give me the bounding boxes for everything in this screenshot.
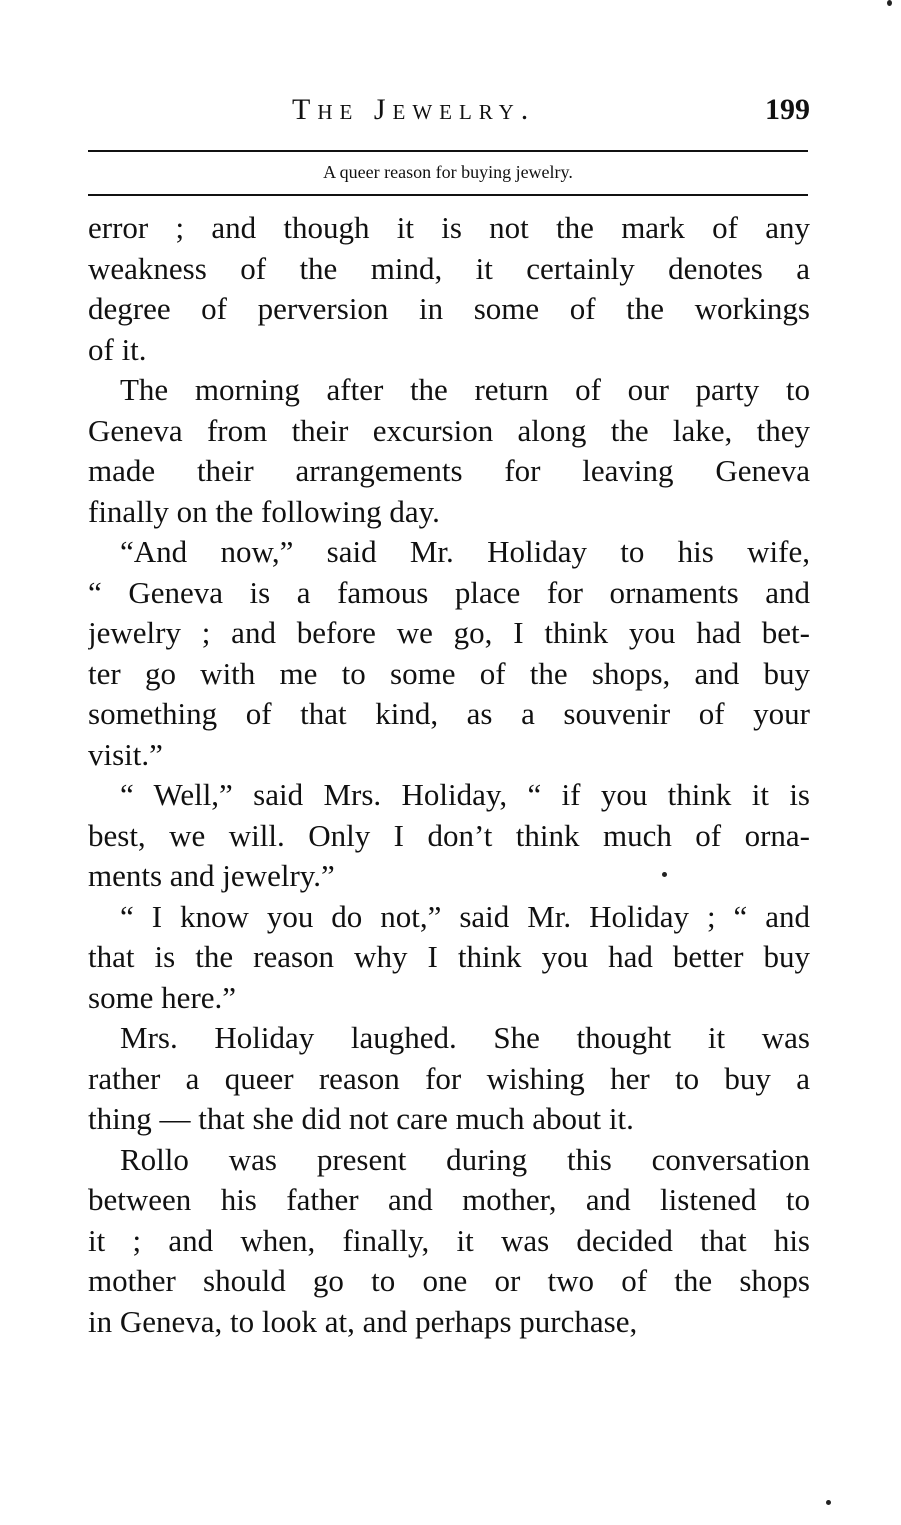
body-text — [88, 208, 810, 1342]
running-head — [88, 92, 810, 136]
paragraph — [88, 370, 810, 532]
print-speck — [887, 0, 892, 6]
text-line: degree of perversion in some of the workings — [88, 291, 810, 326]
header-rule-top — [88, 150, 808, 152]
chapter-subheading: A queer reason for buying jewelry. — [323, 162, 573, 182]
paragraph — [88, 1140, 810, 1343]
text-line: visit.” — [88, 736, 163, 772]
text-line: Rollo was present during this conversation — [120, 1141, 810, 1177]
text-line: The morning after the return of our party to — [120, 372, 810, 407]
text-line: best, we will. Only I don’t think much of orna- — [88, 817, 810, 853]
paragraph — [88, 897, 810, 1019]
text-line: Geneva from their excursion along the lake, they — [88, 412, 810, 448]
text-line: some here.” — [88, 979, 237, 1015]
paragraph — [88, 775, 810, 897]
text-line: rather a queer reason for wishing her to buy a — [88, 1060, 810, 1096]
text-line: thing — that she did not care much about it. — [88, 1101, 634, 1136]
text-line: between his father and mother, and listened to — [88, 1182, 810, 1217]
text-line: made their arrangements for leaving Geneva — [88, 453, 810, 488]
paragraph — [88, 1018, 810, 1140]
text-line: that is the reason why I think you had better buy — [88, 939, 810, 974]
text-line: weakness of the mind, it certainly denotes a — [88, 250, 810, 286]
paragraph — [88, 208, 810, 370]
text-line: ter go with me to some of the shops, and buy — [88, 655, 810, 691]
print-speck — [662, 872, 667, 877]
text-line: in Geneva, to look at, and perhaps purchase, — [88, 1303, 638, 1339]
text-line: finally on the following day. — [88, 493, 440, 529]
text-line: “ I know you do not,” said Mr. Holiday ; “ and — [120, 898, 810, 934]
header-rule-bottom — [88, 194, 808, 196]
text-line: “And now,” said Mr. Holiday to his wife, — [120, 534, 810, 569]
print-speck — [826, 1500, 831, 1505]
text-line: mother should go to one or two of the shops — [88, 1263, 810, 1298]
text-line: it ; and when, finally, it was decided that his — [88, 1222, 810, 1258]
text-line: Mrs. Holiday laughed. She thought it was — [120, 1020, 810, 1055]
running-title: The Jewelry. — [292, 93, 536, 126]
text-line: something of that kind, as a souvenir of your — [88, 696, 810, 731]
paragraph — [88, 532, 810, 775]
text-line: “ Geneva is a famous place for ornaments and — [88, 574, 810, 610]
text-line: error ; and though it is not the mark of any — [88, 210, 810, 245]
text-line: of it. — [88, 331, 147, 367]
page-number: 199 — [765, 93, 810, 126]
text-line: “ Well,” said Mrs. Holiday, “ if you think it is — [120, 777, 810, 812]
text-line: jewelry ; and before we go, I think you had bet- — [88, 615, 810, 650]
text-line: ments and jewelry.” — [88, 858, 335, 893]
